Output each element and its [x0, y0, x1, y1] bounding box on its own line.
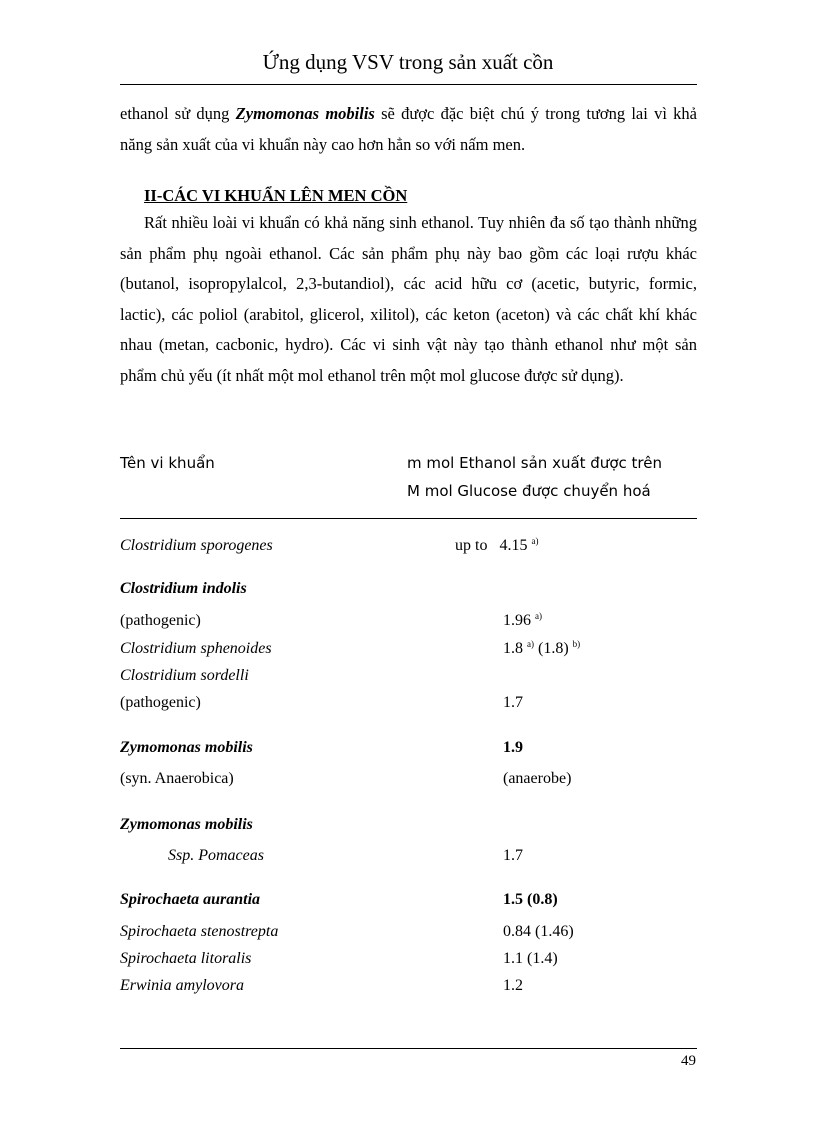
page-number: 49: [681, 1053, 696, 1069]
footnote-marker: a): [535, 611, 542, 621]
table-row-name: Clostridium indolis: [120, 580, 247, 597]
value-number-secondary: (1.8): [538, 640, 569, 657]
header-rule: [120, 84, 697, 85]
table-row-name: (pathogenic): [120, 694, 201, 711]
table-header-name: Tên vi khuẩn: [120, 454, 215, 472]
table-row-value: [455, 537, 538, 555]
section-heading: II-CÁC VI KHUẨN LÊN MEN CỒN: [144, 186, 408, 205]
intro-text-start: ethanol sử dụng: [120, 104, 236, 123]
table-header-rule: [120, 518, 697, 519]
value-prefix: up to: [455, 537, 488, 554]
table-row-value: (anaerobe): [503, 770, 572, 787]
table-row-value: 1.7: [503, 847, 523, 864]
table-row-value: 1.7: [503, 694, 523, 711]
value-number: 1.8: [503, 640, 523, 657]
section-body-text: Rất nhiều loài vi khuẩn có khả năng sinh ethanol. Tuy nhiên đa số tạo thành những sản phẩm phụ ngoài ethanol. Các sản phẩm phụ này bao gồm các loại rượu khác (butanol, isopropylalcol, 2,3-butandiol), các acid hữu cơ (acetic, butyric, formic, lactic), các poliol (arabitol, glicerol, xilitol), các keton (aceton) và các chất khí khác nhau (metan, cacbonic, hydro). Các vi sinh vật này tạo thành ethanol như một sản phẩm chủ yếu (ít nhất một mol ethanol trên một mol glucose được sử dụng).: [120, 213, 697, 385]
table-row-name: Spirochaeta stenostrepta: [120, 923, 279, 940]
table-row-value: 1.9: [503, 739, 523, 756]
table-row-name: Ssp. Pomaceas: [168, 847, 264, 864]
table-row-name: Spirochaeta aurantia: [120, 891, 261, 908]
table-row-name: Clostridium sphenoides: [120, 640, 272, 657]
section-body: [120, 208, 697, 391]
table-header-value-line2: M mol Glucose được chuyển hoá: [407, 482, 651, 500]
table-row-name: Zymomonas mobilis: [120, 739, 253, 756]
footnote-marker: b): [572, 639, 581, 649]
table-row-name: (syn. Anaerobica): [120, 770, 234, 787]
table-row-value: [503, 640, 580, 658]
table-row-name: Zymomonas mobilis: [120, 816, 253, 833]
footnote-marker: a): [531, 536, 539, 546]
value-number: 1.96: [503, 612, 531, 629]
table-row-value: 0.84 (1.46): [503, 923, 574, 940]
page-header-title: Ứng dụng VSV trong sản xuất cồn: [262, 50, 554, 74]
table-row-name: Clostridium sporogenes: [120, 537, 273, 554]
table-row-value: 1.2: [503, 977, 523, 994]
intro-paragraph: [120, 99, 697, 160]
footer-rule: [120, 1048, 697, 1049]
footnote-marker: a): [527, 639, 534, 649]
table-row-name: (pathogenic): [120, 612, 201, 629]
value-number: 4.15: [499, 537, 528, 554]
table-row-name: Spirochaeta litoralis: [120, 950, 252, 967]
table-row-name: Erwinia amylovora: [120, 977, 244, 994]
table-row-value: 1.1 (1.4): [503, 950, 558, 967]
intro-species: Zymomonas mobilis: [235, 104, 375, 123]
table-row-value: 1.5 (0.8): [503, 891, 558, 908]
intro-text-end: sẽ được đặc biệt chú ý trong tương lai vì khả năng sản xuất của vi khuẩn này cao hơn hẳn so với nấm men.: [120, 104, 697, 154]
table-row-value: [503, 612, 542, 630]
table-header-value-line1: m mol Ethanol sản xuất được trên: [407, 454, 662, 472]
table-row-name: Clostridium sordelli: [120, 667, 249, 684]
